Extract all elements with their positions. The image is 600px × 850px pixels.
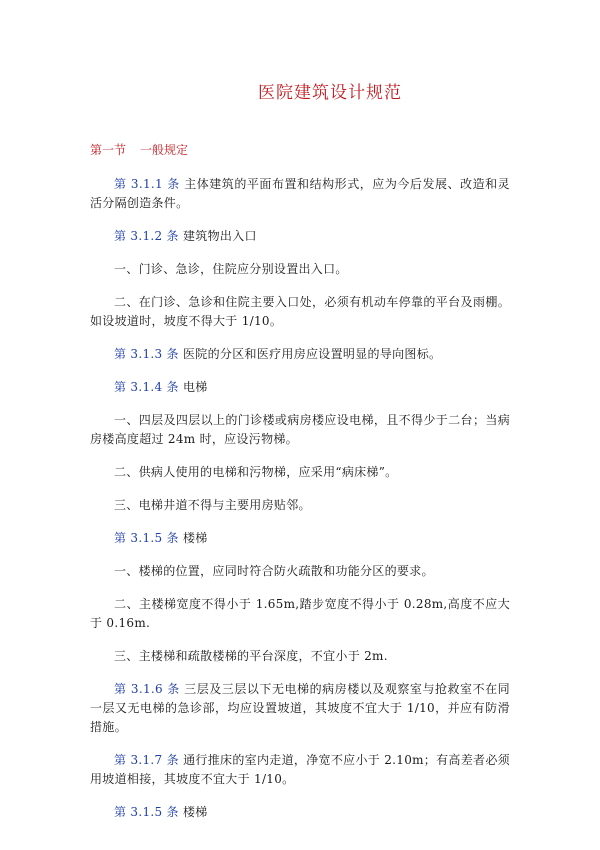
- paragraph: [90, 463, 510, 482]
- clause-number: 第 3.1.7 条: [114, 753, 179, 767]
- clause-number: 第 3.1.5 条: [114, 805, 179, 819]
- paragraph: [90, 803, 510, 822]
- paragraph-text: 三、电梯井道不得与主要用房贴邻。: [114, 498, 311, 512]
- paragraph-text: 一、四层及四层以上的门诊楼或病房楼应设电梯，且不得少于二台；当病房楼高度超过 24m 时，应设污物梯。: [90, 413, 510, 446]
- paragraph-text: 主体建筑的平面布置和结构形式，应为今后发展、改造和灵活分隔创造条件。: [90, 177, 510, 210]
- paragraph: [90, 260, 510, 279]
- clause-number: 第 3.1.2 条: [114, 229, 179, 243]
- paragraph: [90, 595, 510, 633]
- paragraph-text: 二、在门诊、急诊和住院主要入口处，必须有机动车停靠的平台及雨棚。如设坡道时，坡度不得大于 1/10。: [90, 295, 510, 328]
- paragraph: [90, 751, 510, 789]
- paragraph-text: 电梯: [183, 380, 208, 394]
- paragraph-text: 楼梯: [183, 805, 208, 819]
- paragraph-text: 三、主楼梯和疏散楼梯的平台深度，不宜小于 2m.: [114, 649, 388, 663]
- section-number: 第一节: [90, 143, 127, 157]
- paragraph-text: 建筑物出入口: [183, 229, 257, 243]
- paragraph: [90, 175, 510, 213]
- paragraph: [90, 345, 510, 364]
- paragraph-text: 楼梯: [183, 531, 208, 545]
- paragraph-text: 二、主楼梯宽度不得小于 1.65m,踏步宽度不得小于 0.28m,高度不应大于 0.16m.: [90, 597, 510, 630]
- paragraph: [90, 529, 510, 548]
- paragraph: [90, 496, 510, 515]
- clause-number: 第 3.1.6 条: [114, 682, 180, 696]
- paragraph-list: [90, 175, 510, 822]
- clause-number: 第 3.1.4 条: [114, 380, 179, 394]
- section-name: 一般规定: [140, 143, 189, 157]
- paragraph-text: 一、楼梯的位置，应同时符合防火疏散和功能分区的要求。: [114, 564, 434, 578]
- paragraph-text: 三层及三层以下无电梯的病房楼以及观察室与抢救室不在同一层又无电梯的急诊部，均应设置坡道，其坡度不宜大于 1/10，并应有防滑措施。: [90, 682, 510, 734]
- paragraph: [90, 227, 510, 246]
- paragraph: [90, 647, 510, 666]
- paragraph-text: 医院的分区和医疗用房应设置明显的导向图标。: [183, 347, 442, 361]
- paragraph: [90, 378, 510, 397]
- paragraph-text: 二、供病人使用的电梯和污物梯，应采用“病床梯”。: [114, 465, 398, 479]
- paragraph-text: 通行推床的室内走道，净宽不应小于 2.10m；有高差者必须用坡道相接，其坡度不宜大于 1/10。: [90, 753, 510, 786]
- section-heading: [90, 141, 510, 158]
- paragraph-text: 一、门诊、急诊，住院应分别设置出入口。: [114, 262, 348, 276]
- clause-number: 第 3.1.5 条: [114, 531, 179, 545]
- page-title: 医院建筑设计规范: [258, 83, 402, 103]
- paragraph: [90, 680, 510, 737]
- paragraph: [90, 293, 510, 331]
- clause-number: 第 3.1.1 条: [114, 177, 180, 191]
- paragraph: [90, 562, 510, 581]
- paragraph: [90, 411, 510, 449]
- clause-number: 第 3.1.3 条: [114, 347, 179, 361]
